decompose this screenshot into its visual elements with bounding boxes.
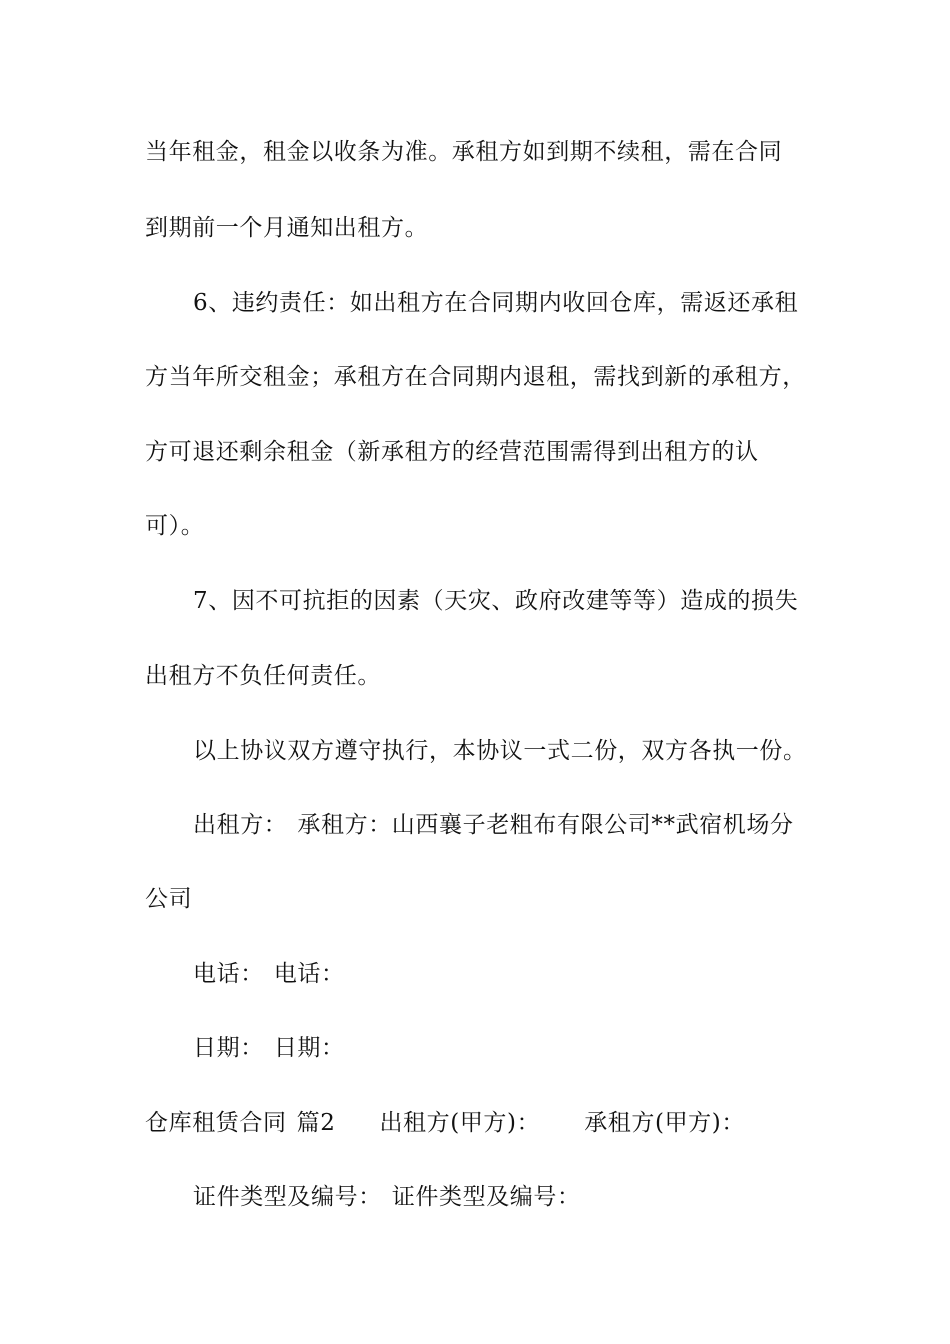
paragraph-line: 方当年所交租金；承租方在合同期内退租，需找到新的承租方， bbox=[145, 364, 806, 390]
paragraph-line: 6、违约责任：如出租方在合同期内收回仓库，需返还承租 bbox=[193, 290, 799, 316]
section2-lessor: 出租方(甲方)： bbox=[379, 1110, 541, 1136]
phone-label-a: 电话： bbox=[193, 961, 264, 987]
date-label-b: 日期： bbox=[273, 1035, 345, 1061]
paragraph-line: 出租方不负任何责任。 bbox=[145, 663, 381, 689]
lessee-label: 承租方：山西襄子老粗布有限公司**武宿机场分 bbox=[297, 812, 794, 838]
section2-heading-line bbox=[145, 1108, 845, 1138]
section2-part: 篇2 bbox=[296, 1110, 336, 1136]
section2-lessee: 承租方(甲方)： bbox=[584, 1110, 745, 1136]
signature-parties-cont: 公司 bbox=[145, 886, 193, 912]
paragraph-line: 7、因不可抗拒的因素（天灾、政府改建等等）造成的损失 bbox=[193, 588, 799, 614]
lessor-label: 出租方： bbox=[193, 812, 288, 838]
paragraph-line: 当年租金，租金以收条为准。承租方如到期不续租，需在合同 bbox=[145, 139, 783, 165]
id-line bbox=[193, 1182, 893, 1212]
phone-line bbox=[193, 959, 893, 989]
id-label-b: 证件类型及编号： bbox=[391, 1184, 581, 1210]
section2-title: 仓库租赁合同 bbox=[145, 1110, 287, 1136]
paragraph-line: 以上协议双方遵守执行，本协议一式二份，双方各执一份。 bbox=[193, 738, 807, 764]
paragraph-line: 可）。 bbox=[145, 513, 205, 539]
date-label-a: 日期： bbox=[193, 1035, 264, 1061]
date-line bbox=[193, 1033, 893, 1063]
id-label-a: 证件类型及编号： bbox=[193, 1184, 382, 1210]
paragraph-line: 方可退还剩余租金（新承租方的经营范围需得到出租方的认 bbox=[145, 439, 759, 465]
paragraph-line: 到期前一个月通知出租方。 bbox=[145, 215, 429, 241]
phone-label-b: 电话： bbox=[273, 961, 345, 987]
signature-parties-line bbox=[193, 810, 893, 840]
